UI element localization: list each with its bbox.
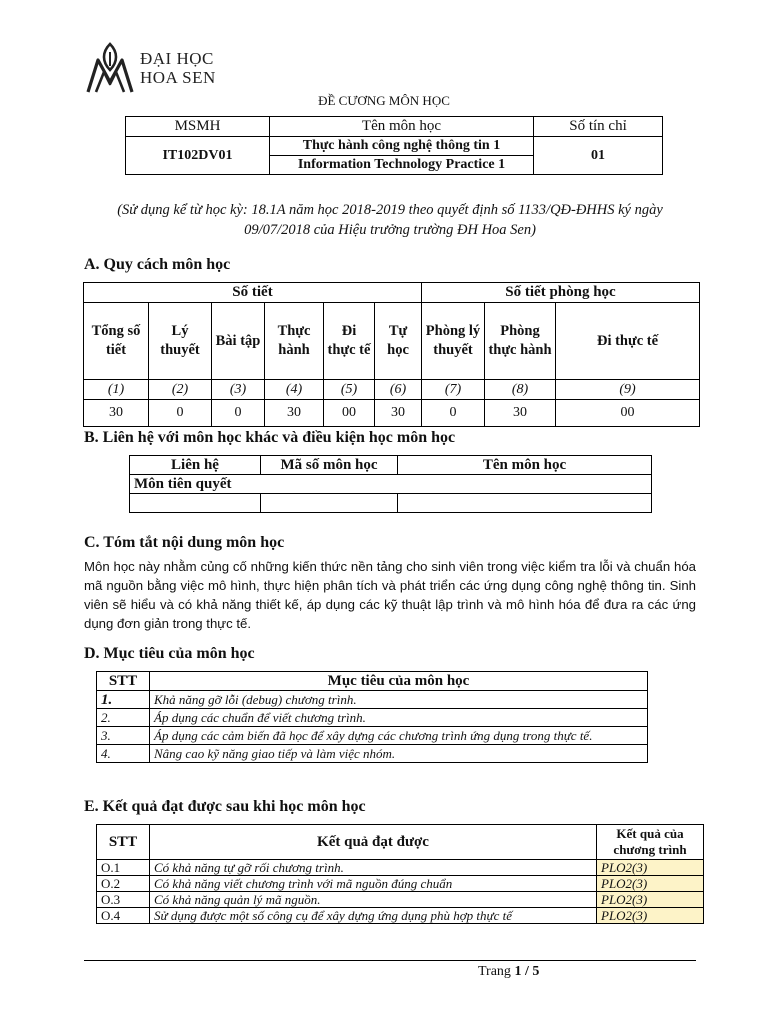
outcome-plo: PLO2(3) xyxy=(597,908,704,924)
column-number: (1) xyxy=(84,380,149,400)
hours-header: Đi thực tế xyxy=(324,303,375,380)
table-row xyxy=(97,908,704,924)
group-room-hours: Số tiết phòng học xyxy=(422,283,700,303)
document-title: ĐỀ CƯƠNG MÔN HỌC xyxy=(318,93,450,108)
outcome-text: Có khả năng tự gỡ rối chương trình. xyxy=(150,860,597,876)
hours-header: Tự học xyxy=(375,303,422,380)
outcome-plo: PLO2(3) xyxy=(597,892,704,908)
objective-stt: 2. xyxy=(97,709,150,727)
hours-header: Thực hành xyxy=(265,303,324,380)
hours-value: 0 xyxy=(422,400,485,427)
hours-header: Lý thuyết xyxy=(149,303,212,380)
header-msmh: MSMH xyxy=(126,117,270,137)
hours-value: 30 xyxy=(375,400,422,427)
table-row xyxy=(97,892,704,908)
hours-value: 30 xyxy=(84,400,149,427)
objective-stt: 3. xyxy=(97,727,150,745)
hours-value: 00 xyxy=(324,400,375,427)
outcome-plo: PLO2(3) xyxy=(597,876,704,892)
outcome-text: Sử dụng được một số công cụ để xây dựng ứng dụng phù hợp thực tế xyxy=(150,908,597,924)
outcome-stt: O.1 xyxy=(97,860,150,876)
header-credits: Số tín chỉ xyxy=(534,117,663,137)
column-number: (4) xyxy=(265,380,324,400)
objective-text: Áp dụng các cảm biến đã học để xây dựng các chương trình ứng dụng trong thực tế. xyxy=(150,727,648,745)
outcome-plo: PLO2(3) xyxy=(597,860,704,876)
course-summary: Môn học này nhằm củng cố những kiến thức nền tảng cho sinh viên trong việc kiểm tra lỗi và chuẩn hóa mã nguồn bằng việc mô hình, thực hiện phân tích và phát triển các ứng dụng công nghệ thông tin. Sinh viên sẽ hiểu và có khả năng thiết kế, áp dụng các kỹ thuật lập trình và mô hình hóa để đưa ra các ứng dụng đơn giản trong thực tế. xyxy=(84,559,696,631)
prerequisite-label: Môn tiên quyết xyxy=(130,475,652,494)
table-row xyxy=(97,727,648,745)
column-number: (6) xyxy=(375,380,422,400)
empty-cell xyxy=(261,494,398,513)
section-a-title: A. Quy cách môn học xyxy=(84,256,231,273)
usage-note: (Sử dụng kể từ học kỳ: 18.1A năm học 2018-2019 theo quyết định số 1133/QĐ-ĐHHS ký ngày 09/07/2018 của Hiệu trưởng trường ĐH Hoa Sen) xyxy=(117,202,663,238)
objective-text: Nâng cao kỹ năng giao tiếp và làm việc nhóm. xyxy=(150,745,648,763)
empty-cell xyxy=(398,494,652,513)
hours-value: 0 xyxy=(149,400,212,427)
section-d-title: D. Mục tiêu của môn học xyxy=(84,645,255,662)
page-prefix: Trang xyxy=(478,964,515,979)
current-page: 1 xyxy=(514,964,522,979)
logo-line-2: HOA SEN xyxy=(140,68,216,87)
column-number: (8) xyxy=(485,380,556,400)
hours-header: Đi thực tế xyxy=(556,303,700,380)
section-c-title: C. Tóm tắt nội dung môn học xyxy=(84,534,285,551)
page-separator: / xyxy=(521,964,533,979)
hoa-sen-logo-icon xyxy=(86,42,134,94)
footer-divider xyxy=(84,960,696,961)
objective-text: Khả năng gỡ lỗi (debug) chương trình. xyxy=(150,691,648,709)
objective-text: Áp dụng các chuẩn để viết chương trình. xyxy=(150,709,648,727)
course-name-en: Information Technology Practice 1 xyxy=(270,156,534,175)
table-row xyxy=(97,876,704,892)
course-hours-table xyxy=(83,282,700,427)
section-b-title: B. Liên hệ với môn học khác và điều kiện học môn học xyxy=(84,429,456,446)
logo-line-1: ĐẠI HỌC xyxy=(140,49,214,68)
column-number: (9) xyxy=(556,380,700,400)
header-course-title: Tên môn học xyxy=(398,456,652,475)
hours-value: 30 xyxy=(485,400,556,427)
hours-header: Tổng số tiết xyxy=(84,303,149,380)
empty-cell xyxy=(130,494,261,513)
hours-header: Phòng thực hành xyxy=(485,303,556,380)
header-stt: STT xyxy=(97,825,150,860)
header-stt: STT xyxy=(97,672,150,691)
column-number: (3) xyxy=(212,380,265,400)
section-e-title: E. Kết quả đạt được sau khi học môn học xyxy=(84,798,366,815)
logo-text xyxy=(140,49,216,87)
hours-header: Phòng lý thuyết xyxy=(422,303,485,380)
outcomes-table xyxy=(96,824,704,924)
objective-stt: 4. xyxy=(97,745,150,763)
total-pages: 5 xyxy=(532,964,540,979)
course-name-vi: Thực hành công nghệ thông tin 1 xyxy=(270,137,534,156)
outcome-text: Có khả năng viết chương trình với mã nguồn đúng chuẩn xyxy=(150,876,597,892)
table-row xyxy=(97,745,648,763)
objective-stt: 1. xyxy=(97,691,150,709)
objectives-table xyxy=(96,671,648,763)
course-relation-table xyxy=(129,455,652,513)
course-code: IT102DV01 xyxy=(126,137,270,175)
group-hours: Số tiết xyxy=(84,283,422,303)
header-objective: Mục tiêu của môn học xyxy=(150,672,648,691)
header-program-outcome: Kết quả của chương trình xyxy=(597,825,704,860)
university-logo xyxy=(86,42,216,94)
table-row xyxy=(97,691,648,709)
page-number xyxy=(478,964,539,980)
hours-value: 30 xyxy=(265,400,324,427)
hours-value: 0 xyxy=(212,400,265,427)
table-row xyxy=(97,860,704,876)
header-course-name: Tên môn học xyxy=(270,117,534,137)
outcome-stt: O.3 xyxy=(97,892,150,908)
hours-header: Bài tập xyxy=(212,303,265,380)
header-outcome: Kết quả đạt được xyxy=(150,825,597,860)
column-number: (2) xyxy=(149,380,212,400)
column-number: (7) xyxy=(422,380,485,400)
header-relation: Liên hệ xyxy=(130,456,261,475)
outcome-stt: O.4 xyxy=(97,908,150,924)
header-course-code: Mã số môn học xyxy=(261,456,398,475)
course-credits: 01 xyxy=(534,137,663,175)
outcome-stt: O.2 xyxy=(97,876,150,892)
column-number: (5) xyxy=(324,380,375,400)
table-row xyxy=(97,709,648,727)
course-info-table xyxy=(125,116,663,175)
outcome-text: Có khả năng quản lý mã nguồn. xyxy=(150,892,597,908)
hours-value: 00 xyxy=(556,400,700,427)
